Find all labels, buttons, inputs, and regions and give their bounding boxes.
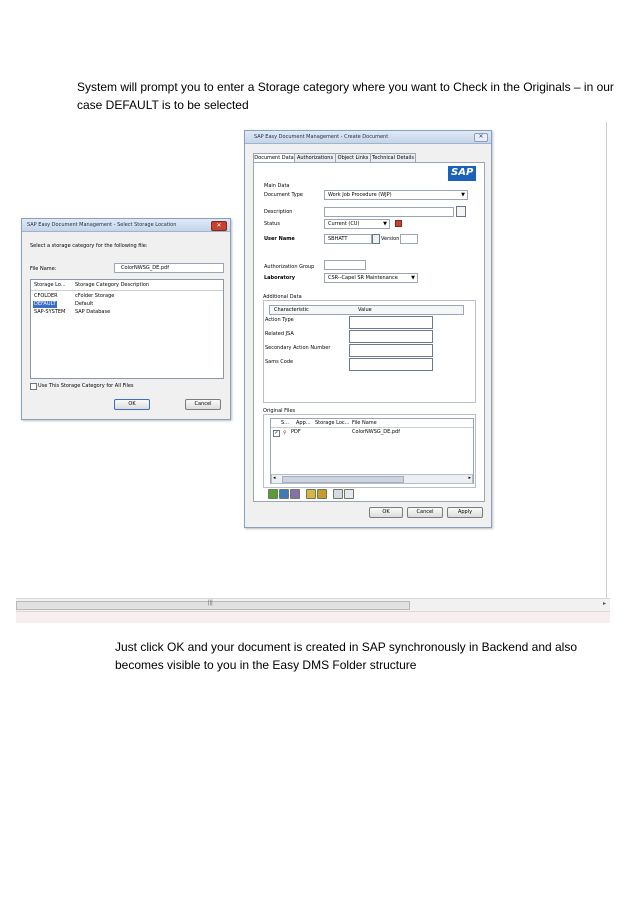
chevron-down-icon: ▼ <box>411 275 415 281</box>
tab-object-links[interactable]: Object Links <box>335 153 371 162</box>
dialog-title: SAP Easy Document Management - Select Storage Location <box>27 222 177 228</box>
characteristic-header: Characteristic <box>274 307 309 313</box>
characteristic-row: Sams Code <box>265 359 294 365</box>
storage-description: Default <box>75 301 94 307</box>
list-item[interactable] <box>31 293 223 300</box>
select-storage-dialog <box>21 218 231 420</box>
file-name-field <box>114 263 224 273</box>
column-header[interactable]: Storage Category Description <box>75 282 150 288</box>
chevron-down-icon: ▼ <box>461 192 465 198</box>
characteristic-value-input[interactable] <box>349 358 433 371</box>
close-icon[interactable]: ✕ <box>211 221 227 231</box>
outro-paragraph: Just click OK and your document is created in SAP synchronously in Backend and also becomes visible to you in the Easy DMS Folder structure <box>115 640 578 672</box>
page-horizontal-scrollbar[interactable] <box>16 598 610 612</box>
details-icon[interactable] <box>344 489 354 499</box>
use-for-all-checkbox[interactable] <box>30 383 37 390</box>
characteristic-row: Secondary Action Number <box>265 345 331 351</box>
version-label: Version <box>381 236 400 242</box>
characteristic-row: Action Type <box>265 317 294 323</box>
ok-button[interactable]: OK <box>114 399 150 410</box>
ok-button[interactable]: OK <box>369 507 403 518</box>
create-document-dialog <box>244 130 492 528</box>
storage-code: SAP-SYSTEM <box>34 309 66 315</box>
scrollbar-thumb[interactable] <box>16 601 410 610</box>
laboratory-value: CSR--Capel SR Maintenance <box>328 275 398 281</box>
dialog-title: SAP Easy Document Management - Create Document <box>254 134 389 140</box>
storage-description: cFolder Storage <box>75 293 115 299</box>
file-toolbar <box>268 489 468 499</box>
screenshot-frame-edge <box>606 122 607 600</box>
scroll-right-icon[interactable]: ▸ <box>468 475 471 481</box>
storage-list[interactable] <box>30 279 224 379</box>
file-name-value: ColorNWSG_DE.pdf <box>121 265 169 271</box>
column-header[interactable]: File Name <box>352 420 377 426</box>
description-input[interactable] <box>324 207 454 217</box>
scroll-right-icon[interactable]: ▸ <box>602 601 606 607</box>
file-name: ColorNWSG_DE.pdf <box>352 429 400 435</box>
scrollbar-thumb[interactable] <box>282 476 404 483</box>
status-select[interactable] <box>324 219 390 229</box>
storage-description: SAP Database <box>75 309 111 315</box>
files-list-header <box>271 419 473 428</box>
characteristic-value-input[interactable] <box>349 344 433 357</box>
status-value: Current (CU) <box>328 221 360 227</box>
tab-document-data[interactable]: Document Data <box>254 155 294 161</box>
check-in-icon[interactable] <box>279 489 289 499</box>
view-icon[interactable] <box>290 489 300 499</box>
storage-code: DEFAULT <box>34 301 56 307</box>
sap-logo <box>448 166 476 181</box>
scrollbar-grip-icon: ||| <box>208 600 213 606</box>
storage-prompt: Select a storage category for the following file: <box>30 243 148 249</box>
scroll-left-icon[interactable]: ◂ <box>273 475 276 481</box>
screenshot-bottom-strip <box>16 612 610 623</box>
file-name-label: File Name: <box>30 266 57 272</box>
file-checkbox[interactable]: ✓ <box>274 430 279 436</box>
characteristic-row: Related JSA <box>265 331 294 337</box>
table-row[interactable] <box>271 429 473 439</box>
file-app: PDF <box>291 429 301 435</box>
user-name-value: SBHATT <box>328 236 348 242</box>
characteristics-header <box>269 305 464 315</box>
storage-list-header <box>31 280 223 291</box>
tab-authorizations[interactable]: Authorizations <box>294 153 336 162</box>
cancel-button[interactable]: Cancel <box>185 399 221 410</box>
edit-icon[interactable] <box>306 489 316 499</box>
apply-button[interactable]: Apply <box>447 507 483 518</box>
dialog-titlebar <box>22 219 230 232</box>
sap-logo-text: SAP <box>451 167 474 178</box>
column-header[interactable]: Storage Lo... <box>34 282 66 288</box>
value-header: Value <box>358 307 372 313</box>
characteristic-value-input[interactable] <box>349 330 433 343</box>
document-type-value: Work Job Procedure (WJP) <box>328 192 392 198</box>
list-item[interactable] <box>31 309 223 316</box>
document-type-select[interactable] <box>324 190 468 200</box>
user-name-input[interactable] <box>324 234 372 244</box>
original-files-heading: Original Files <box>263 408 296 414</box>
checkbox-label: Use This Storage Category for All Files <box>38 383 134 389</box>
document-type-label: Document Type <box>264 192 303 198</box>
files-scrollbar[interactable] <box>271 474 473 484</box>
tab-technical-details[interactable]: Technical Details <box>370 153 416 162</box>
cancel-button[interactable]: Cancel <box>407 507 443 518</box>
auth-group-input[interactable] <box>324 260 366 270</box>
long-text-icon[interactable] <box>456 206 466 217</box>
lookup-icon[interactable] <box>372 234 380 244</box>
properties-icon[interactable] <box>333 489 343 499</box>
storage-code: CFOLDER <box>34 293 58 299</box>
version-input[interactable] <box>400 234 418 244</box>
column-header[interactable]: Storage Loc... <box>315 420 350 426</box>
additional-data-group <box>263 300 476 403</box>
auth-group-label: Authorization Group <box>264 264 315 270</box>
user-name-label: User Name <box>264 236 295 242</box>
laboratory-select[interactable] <box>324 273 418 283</box>
tab-panel <box>253 162 485 502</box>
status-label: Status <box>264 221 280 227</box>
laboratory-label: Laboratory <box>264 275 295 281</box>
close-icon[interactable]: ✕ <box>474 133 488 142</box>
description-label: Description <box>264 209 293 215</box>
copy-icon[interactable] <box>317 489 327 499</box>
pdf-file-icon: ⚲ <box>283 430 287 436</box>
main-data-heading: Main Data <box>264 183 290 189</box>
chevron-down-icon: ▼ <box>383 221 387 227</box>
column-header[interactable]: S... <box>281 420 289 426</box>
characteristic-value-input[interactable] <box>349 316 433 329</box>
additional-data-heading: Additional Data <box>263 294 302 300</box>
status-flag-icon <box>395 220 402 227</box>
files-list[interactable] <box>270 418 474 484</box>
add-file-icon[interactable] <box>268 489 278 499</box>
column-header[interactable]: App... <box>296 420 311 426</box>
list-item-selected[interactable] <box>31 301 223 308</box>
dialog-titlebar <box>245 131 491 144</box>
intro-paragraph: System will prompt you to enter a Storage category where you want to Check in the Originals – in our case DEFAULT is to be selected <box>77 80 614 112</box>
original-files-group <box>263 414 476 488</box>
